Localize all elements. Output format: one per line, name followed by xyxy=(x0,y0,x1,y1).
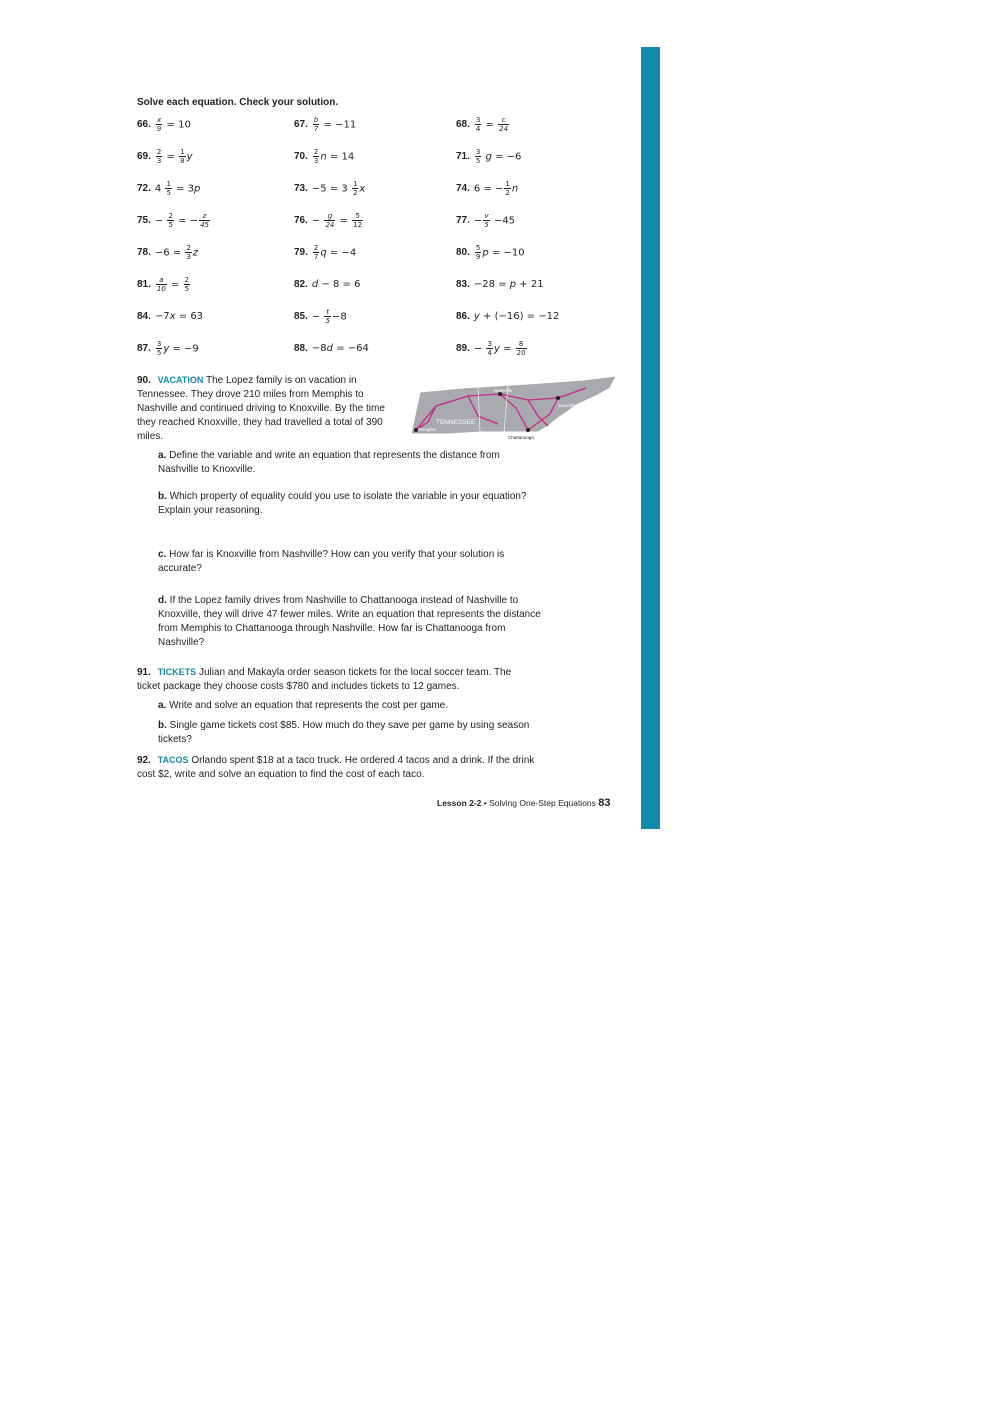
fraction: $\frac{z}{45}$ xyxy=(200,211,209,229)
part-text: How far is Knoxville from Nashville? How can you verify that your solution is accurate? xyxy=(158,549,505,574)
footer-title: Solving One-Step Equations xyxy=(489,798,596,808)
exercise-76 xyxy=(294,210,364,230)
exercise-88 xyxy=(294,338,369,358)
exercise-67 xyxy=(294,114,356,134)
equation xyxy=(312,148,354,165)
variable: y xyxy=(163,343,170,354)
variable: n xyxy=(511,183,519,194)
equation-text: = −9 xyxy=(169,343,199,354)
equation-text: = 3 xyxy=(172,183,195,194)
exercise-number: 78. xyxy=(137,246,151,258)
fraction: $\frac{c}{24}$ xyxy=(499,115,509,133)
exercise-82 xyxy=(294,274,360,294)
equation-text: −45 xyxy=(490,215,516,226)
fraction: $\frac{v}{5}$ xyxy=(484,211,489,229)
fraction: $\frac{2}{5}$ xyxy=(168,211,173,229)
variable: d xyxy=(311,278,319,290)
fraction: $\frac{3}{4}$ xyxy=(487,339,492,357)
equation-text: + 21 xyxy=(516,278,544,290)
exercise-number: 73. xyxy=(294,182,308,194)
exercise-number: 87. xyxy=(137,342,151,354)
equation-text: = xyxy=(336,215,352,226)
problem-number: 92. xyxy=(137,755,151,766)
equation xyxy=(312,343,369,354)
chattanooga-label: Chattanooga xyxy=(508,435,534,440)
equation xyxy=(155,311,203,322)
exercise-83 xyxy=(456,274,544,294)
variable: q xyxy=(320,247,327,258)
fraction: $\frac{1}{5}$ xyxy=(166,179,171,197)
equation-text: −28 = xyxy=(473,278,510,290)
variable: x xyxy=(169,310,176,322)
exercise-number: 75. xyxy=(137,214,151,226)
equation-text: − 8 = 6 xyxy=(318,278,361,290)
problem-label: TACOS xyxy=(157,755,189,765)
part-label: b. xyxy=(158,720,167,731)
exercise-85 xyxy=(294,306,347,326)
exercise-79 xyxy=(294,242,356,262)
part-text: If the Lopez family drives from Nashville to Chattanooga instead of Nashville to Knoxville, they will drive 47 fewer miles. Write an equation that represents the distance from Memphis to Chattanooga through Nashville. How far is Chattanooga from Nashville? xyxy=(158,595,541,648)
fraction: $\frac{5}{9}$ xyxy=(475,243,481,261)
problem-92 xyxy=(137,753,537,782)
variable: d xyxy=(326,342,334,354)
variable: y xyxy=(473,310,480,322)
equation xyxy=(155,340,199,357)
fraction: $\frac{1}{8}$ xyxy=(180,147,185,165)
fraction: $\frac{2}{3}$ xyxy=(186,243,191,261)
exercise-number: 88. xyxy=(294,342,308,354)
fraction: $\frac{2}{5}$ xyxy=(184,275,190,293)
problem-label: TICKETS xyxy=(157,667,197,677)
equation xyxy=(155,244,198,261)
exercise-number: 79. xyxy=(294,246,308,258)
part-label: a. xyxy=(158,450,167,461)
equation-text: = −10 xyxy=(488,247,525,258)
exercise-number: 68. xyxy=(456,118,470,130)
exercise-number: 77. xyxy=(456,214,470,226)
equation xyxy=(312,279,361,290)
problem-90 xyxy=(137,373,402,444)
equation xyxy=(474,148,521,165)
variable: y xyxy=(186,151,193,162)
equation-text: = −4 xyxy=(326,247,357,258)
equation xyxy=(474,212,515,229)
variable: p xyxy=(482,247,489,258)
sidebar-accent-bar xyxy=(641,47,660,829)
page-footer xyxy=(437,797,611,809)
equation xyxy=(312,244,356,261)
equation-text: = 10 xyxy=(163,119,191,130)
fraction: $\frac{3}{5}$ xyxy=(475,147,481,165)
equation xyxy=(155,148,193,165)
exercise-number: 84. xyxy=(137,310,151,322)
exercise-number: 66. xyxy=(137,118,151,130)
exercise-number: 82. xyxy=(294,278,308,290)
nashville-label: Nashville xyxy=(494,388,513,393)
equation-text: = −64 xyxy=(333,342,369,354)
equation-text: = −11 xyxy=(320,119,357,130)
equation-text: 4 xyxy=(154,183,165,194)
part-label: c. xyxy=(158,549,167,560)
problem-text: Julian and Makayla order season tickets for the local soccer team. The ticket package they choose costs $780 and includes tickets to 12 games. xyxy=(137,667,512,692)
variable: z xyxy=(192,247,199,258)
exercise-number: 85. xyxy=(294,310,308,322)
equation xyxy=(474,244,525,261)
footer-separator: • xyxy=(481,798,490,808)
fraction: $\frac{5}{12}$ xyxy=(353,211,363,229)
fraction: $\frac{a}{10}$ xyxy=(156,275,166,293)
exercise-77 xyxy=(456,210,515,230)
equation xyxy=(474,180,518,197)
exercise-70 xyxy=(294,146,354,166)
part-label: b. xyxy=(158,491,167,502)
fraction: $\frac{3}{5}$ xyxy=(156,339,162,357)
problem-text: Orlando spent $18 at a taco truck. He ordered 4 tacos and a drink. If the drink cost $2, write and solve an equation to find the cost of each taco. xyxy=(137,755,535,780)
exercise-number: 86. xyxy=(456,310,470,322)
equation-text: = xyxy=(163,151,179,162)
exercise-number: 89. xyxy=(456,342,470,354)
problem-number: 91. xyxy=(137,667,151,678)
exercise-number: 74. xyxy=(456,182,470,194)
part-text: Define the variable and write an equation that represents the distance from Nashville to Knoxville. xyxy=(158,450,500,475)
equation xyxy=(474,279,544,290)
equation-text: − xyxy=(154,215,167,226)
equation-text: −6 = xyxy=(154,247,185,258)
fraction: $\frac{2}{3}$ xyxy=(156,147,162,165)
variable: y xyxy=(493,343,500,354)
equation xyxy=(312,116,356,133)
knoxville-dot xyxy=(556,396,560,400)
variable: n xyxy=(320,151,327,162)
fraction: $\frac{b}{7}$ xyxy=(313,115,319,133)
exercise-87 xyxy=(137,338,199,358)
exercise-66 xyxy=(137,114,191,134)
fraction: $\frac{3}{4}$ xyxy=(475,115,481,133)
problem-90c xyxy=(158,548,538,576)
equation-text: − xyxy=(473,215,483,226)
chattanooga-dot xyxy=(526,428,530,432)
problem-number: 90. xyxy=(137,375,151,386)
equation xyxy=(474,311,559,322)
equation-text: = −6 xyxy=(491,151,522,162)
exercise-68 xyxy=(456,114,510,134)
problem-91b xyxy=(158,719,538,747)
exercise-number: 67. xyxy=(294,118,308,130)
exercise-number: 70. xyxy=(294,150,308,162)
exercise-69 xyxy=(137,146,193,166)
equation-text: −8 xyxy=(311,342,327,354)
fraction: $\frac{2}{7}$ xyxy=(313,243,319,261)
instructions: Solve each equation. Check your solution. xyxy=(137,97,339,108)
fraction: $\frac{g}{24}$ xyxy=(325,211,335,229)
exercise-86 xyxy=(456,306,559,326)
exercise-81 xyxy=(137,274,191,294)
equation xyxy=(155,276,191,293)
problem-90b xyxy=(158,490,538,518)
exercise-74 xyxy=(456,178,518,198)
part-label: d. xyxy=(158,595,167,606)
part-text: Which property of equality could you use to isolate the variable in your equation? Explain your reasoning. xyxy=(158,491,527,516)
equation xyxy=(474,340,528,357)
exercise-84 xyxy=(137,306,203,326)
exercise-89 xyxy=(456,338,528,358)
problem-91 xyxy=(137,665,537,694)
exercise-73 xyxy=(294,178,365,198)
state-label: TENNESSEE xyxy=(436,419,476,426)
equation-text: −8 xyxy=(331,311,347,322)
variable: g xyxy=(482,151,492,162)
exercise-number: 81. xyxy=(137,278,151,290)
tennessee-map xyxy=(408,374,620,442)
equation xyxy=(155,212,211,229)
fraction: $\frac{1}{2}$ xyxy=(352,179,358,197)
equation xyxy=(312,212,364,229)
part-label: a. xyxy=(158,700,167,711)
part-text: Single game tickets cost $85. How much do they save per game by using season tickets? xyxy=(158,720,530,745)
fraction: $\frac{8}{20}$ xyxy=(516,339,526,357)
equation-text: = xyxy=(167,279,183,290)
exercise-number: 83. xyxy=(456,278,470,290)
equation xyxy=(312,308,347,325)
equation-text: − xyxy=(311,215,324,226)
equation-text: −7 xyxy=(154,310,170,322)
equation-text: 6 = − xyxy=(473,183,504,194)
part-text: Write and solve an equation that represents the cost per game. xyxy=(169,700,448,711)
equation-text: −5 = 3 xyxy=(311,183,351,194)
variable: p xyxy=(509,278,517,290)
exercise-number: 72. xyxy=(137,182,151,194)
equation-text: = xyxy=(482,119,498,130)
exercise-75 xyxy=(137,210,211,230)
exercise-80 xyxy=(456,242,525,262)
exercise-71 xyxy=(456,146,521,166)
knoxville-label: Knoxville xyxy=(558,403,577,408)
fraction: $\frac{t}{5}$ xyxy=(325,307,330,325)
equation-text: = 63 xyxy=(175,310,204,322)
equation-text: + (−16) = −12 xyxy=(479,310,560,322)
exercise-72 xyxy=(137,178,200,198)
variable: x xyxy=(359,183,366,194)
problem-90d xyxy=(158,594,542,650)
fraction: $\frac{x}{9}$ xyxy=(156,115,162,133)
exercise-number: 80. xyxy=(456,246,470,258)
exercise-78 xyxy=(137,242,198,262)
footer-lesson: Lesson 2-2 xyxy=(437,798,482,808)
equation xyxy=(474,116,510,133)
problem-text: The Lopez family is on vacation in Tennessee. They drove 210 miles from Memphis to Nashville and continued driving to Knoxville. By the time they reached Knoxville, they had travelled a total of 390 miles. xyxy=(137,375,385,442)
problem-label: VACATION xyxy=(157,375,204,385)
exercise-number: 71. xyxy=(456,150,470,162)
equation-text: = − xyxy=(174,215,199,226)
fraction: $\frac{2}{3}$ xyxy=(313,147,319,165)
equation xyxy=(312,180,365,197)
equation-text: = 14 xyxy=(326,151,355,162)
equation-text: − xyxy=(473,343,486,354)
fraction: $\frac{1}{2}$ xyxy=(505,179,510,197)
problem-90a xyxy=(158,449,538,477)
variable: p xyxy=(194,183,201,194)
exercise-number: 69. xyxy=(137,150,151,162)
equation xyxy=(155,116,191,133)
exercise-number: 76. xyxy=(294,214,308,226)
page-number: 83 xyxy=(598,797,611,809)
equation-text: − xyxy=(311,311,324,322)
memphis-label: Memphis xyxy=(418,427,437,432)
equation-text: = xyxy=(499,343,515,354)
problem-91a xyxy=(158,699,538,713)
equation xyxy=(155,180,200,197)
